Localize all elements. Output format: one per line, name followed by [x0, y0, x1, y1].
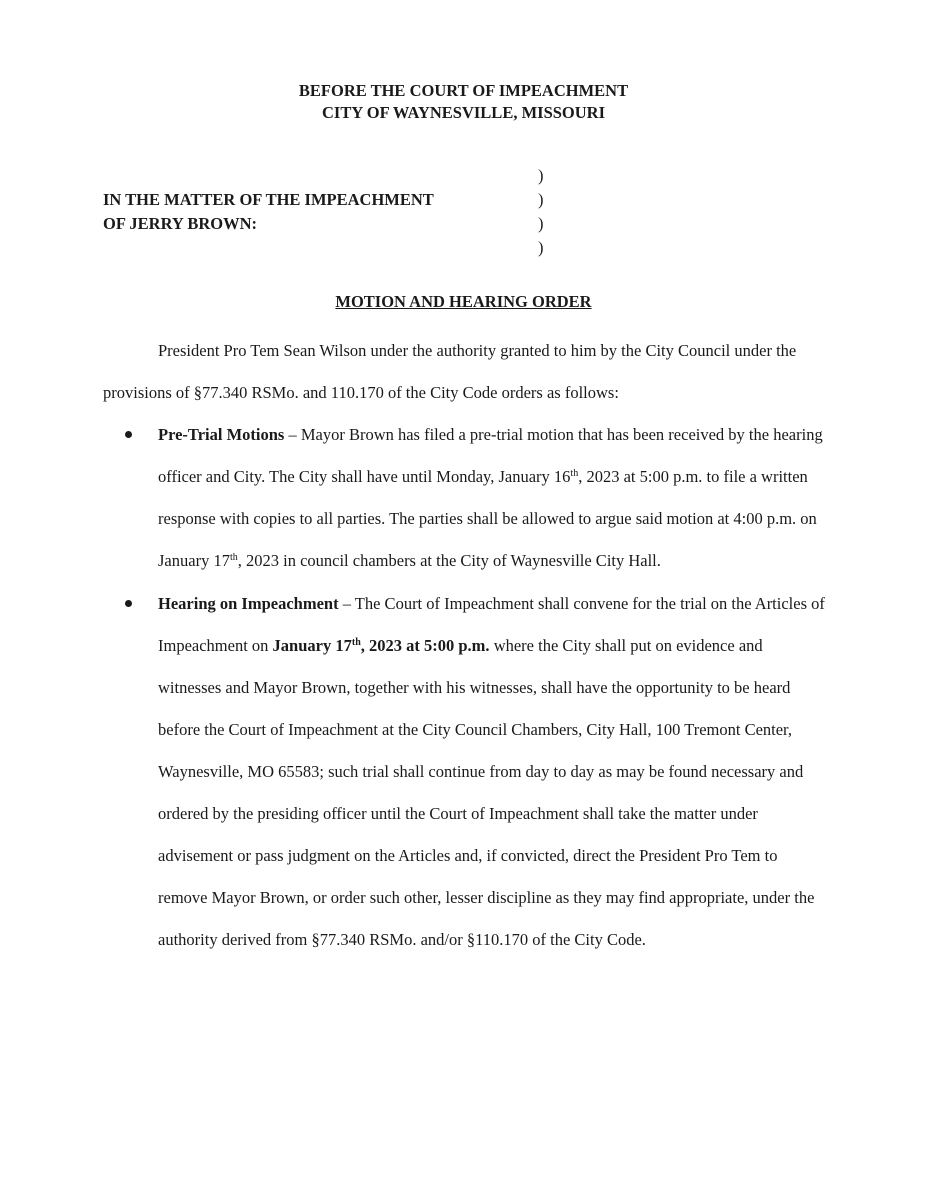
case-caption	[103, 188, 434, 236]
pretrial-heading: Pre-Trial Motions	[158, 425, 285, 444]
pretrial-text: , 2023 at 5:00 p.m. to file a written response with copies to all parties. The parties shall be allowed to argue said motion at 4:00 p.m. on January 17	[158, 467, 817, 570]
hearing-date	[273, 636, 490, 655]
court-name: BEFORE THE COURT OF IMPEACHMENT	[298, 81, 629, 100]
hearing-date-time: , 2023 at 5:00 p.m.	[360, 636, 490, 655]
ordinal-suffix: th	[570, 468, 579, 479]
order-item-hearing-on-impeachment	[103, 583, 825, 961]
caption-paren: )	[538, 214, 544, 233]
court-header	[0, 80, 927, 124]
hearing-text: – The Court of Impeachment shall convene for the trial on the Articles of Impeachment on	[158, 594, 825, 655]
hearing-heading: Hearing on Impeachment	[158, 594, 339, 613]
case-caption-line-2: OF JERRY BROWN:	[103, 214, 258, 233]
document-title: MOTION AND HEARING ORDER	[335, 292, 592, 311]
order-item-pretrial-motions	[103, 414, 825, 582]
ordinal-suffix: th	[229, 552, 238, 563]
hearing-text: where the City shall put on evidence and witnesses and Mayor Brown, together with his witnesses, shall have the opportunity to be heard before the Court of Impeachment at the City Council Chambers, City Hall, 100 Tremont Center, Waynesville, MO 65583; such trial shall continue from day to day as may be found necessary and ordered by the presiding officer until the Court of Impeachment shall take the matter under advisement or pass judgment on the Articles and, if convicted, direct the President Pro Tem to remove Mayor Brown, or order such other, lesser discipline as they may find appropriate, under the authority derived from §77.340 RSMo. and/or §110.170 of the City Code.	[158, 636, 815, 949]
caption-paren: )	[538, 238, 544, 257]
case-caption-line-1: IN THE MATTER OF THE IMPEACHMENT	[103, 190, 434, 209]
order-list	[103, 414, 825, 961]
court-jurisdiction: CITY OF WAYNESVILLE, MISSOURI	[321, 103, 606, 122]
caption-paren: )	[538, 166, 544, 185]
caption-paren: )	[538, 190, 544, 209]
preamble-paragraph: President Pro Tem Sean Wilson under the authority granted to him by the City Council under the provisions of §77.340 RSMo. and 110.170 of the City Code orders as follows:	[103, 341, 797, 402]
hearing-date-day: January 17	[272, 636, 352, 655]
pretrial-text: , 2023 in council chambers at the City of Waynesville City Hall.	[237, 551, 661, 570]
bullet-icon	[125, 431, 132, 438]
ordinal-suffix: th	[351, 637, 361, 648]
caption-parentheses	[538, 164, 544, 260]
pretrial-text: – Mayor Brown has filed a pre-trial motion that has been received by the hearing officer and City. The City shall have until Monday, January 16	[158, 425, 823, 486]
bullet-icon	[125, 600, 132, 607]
